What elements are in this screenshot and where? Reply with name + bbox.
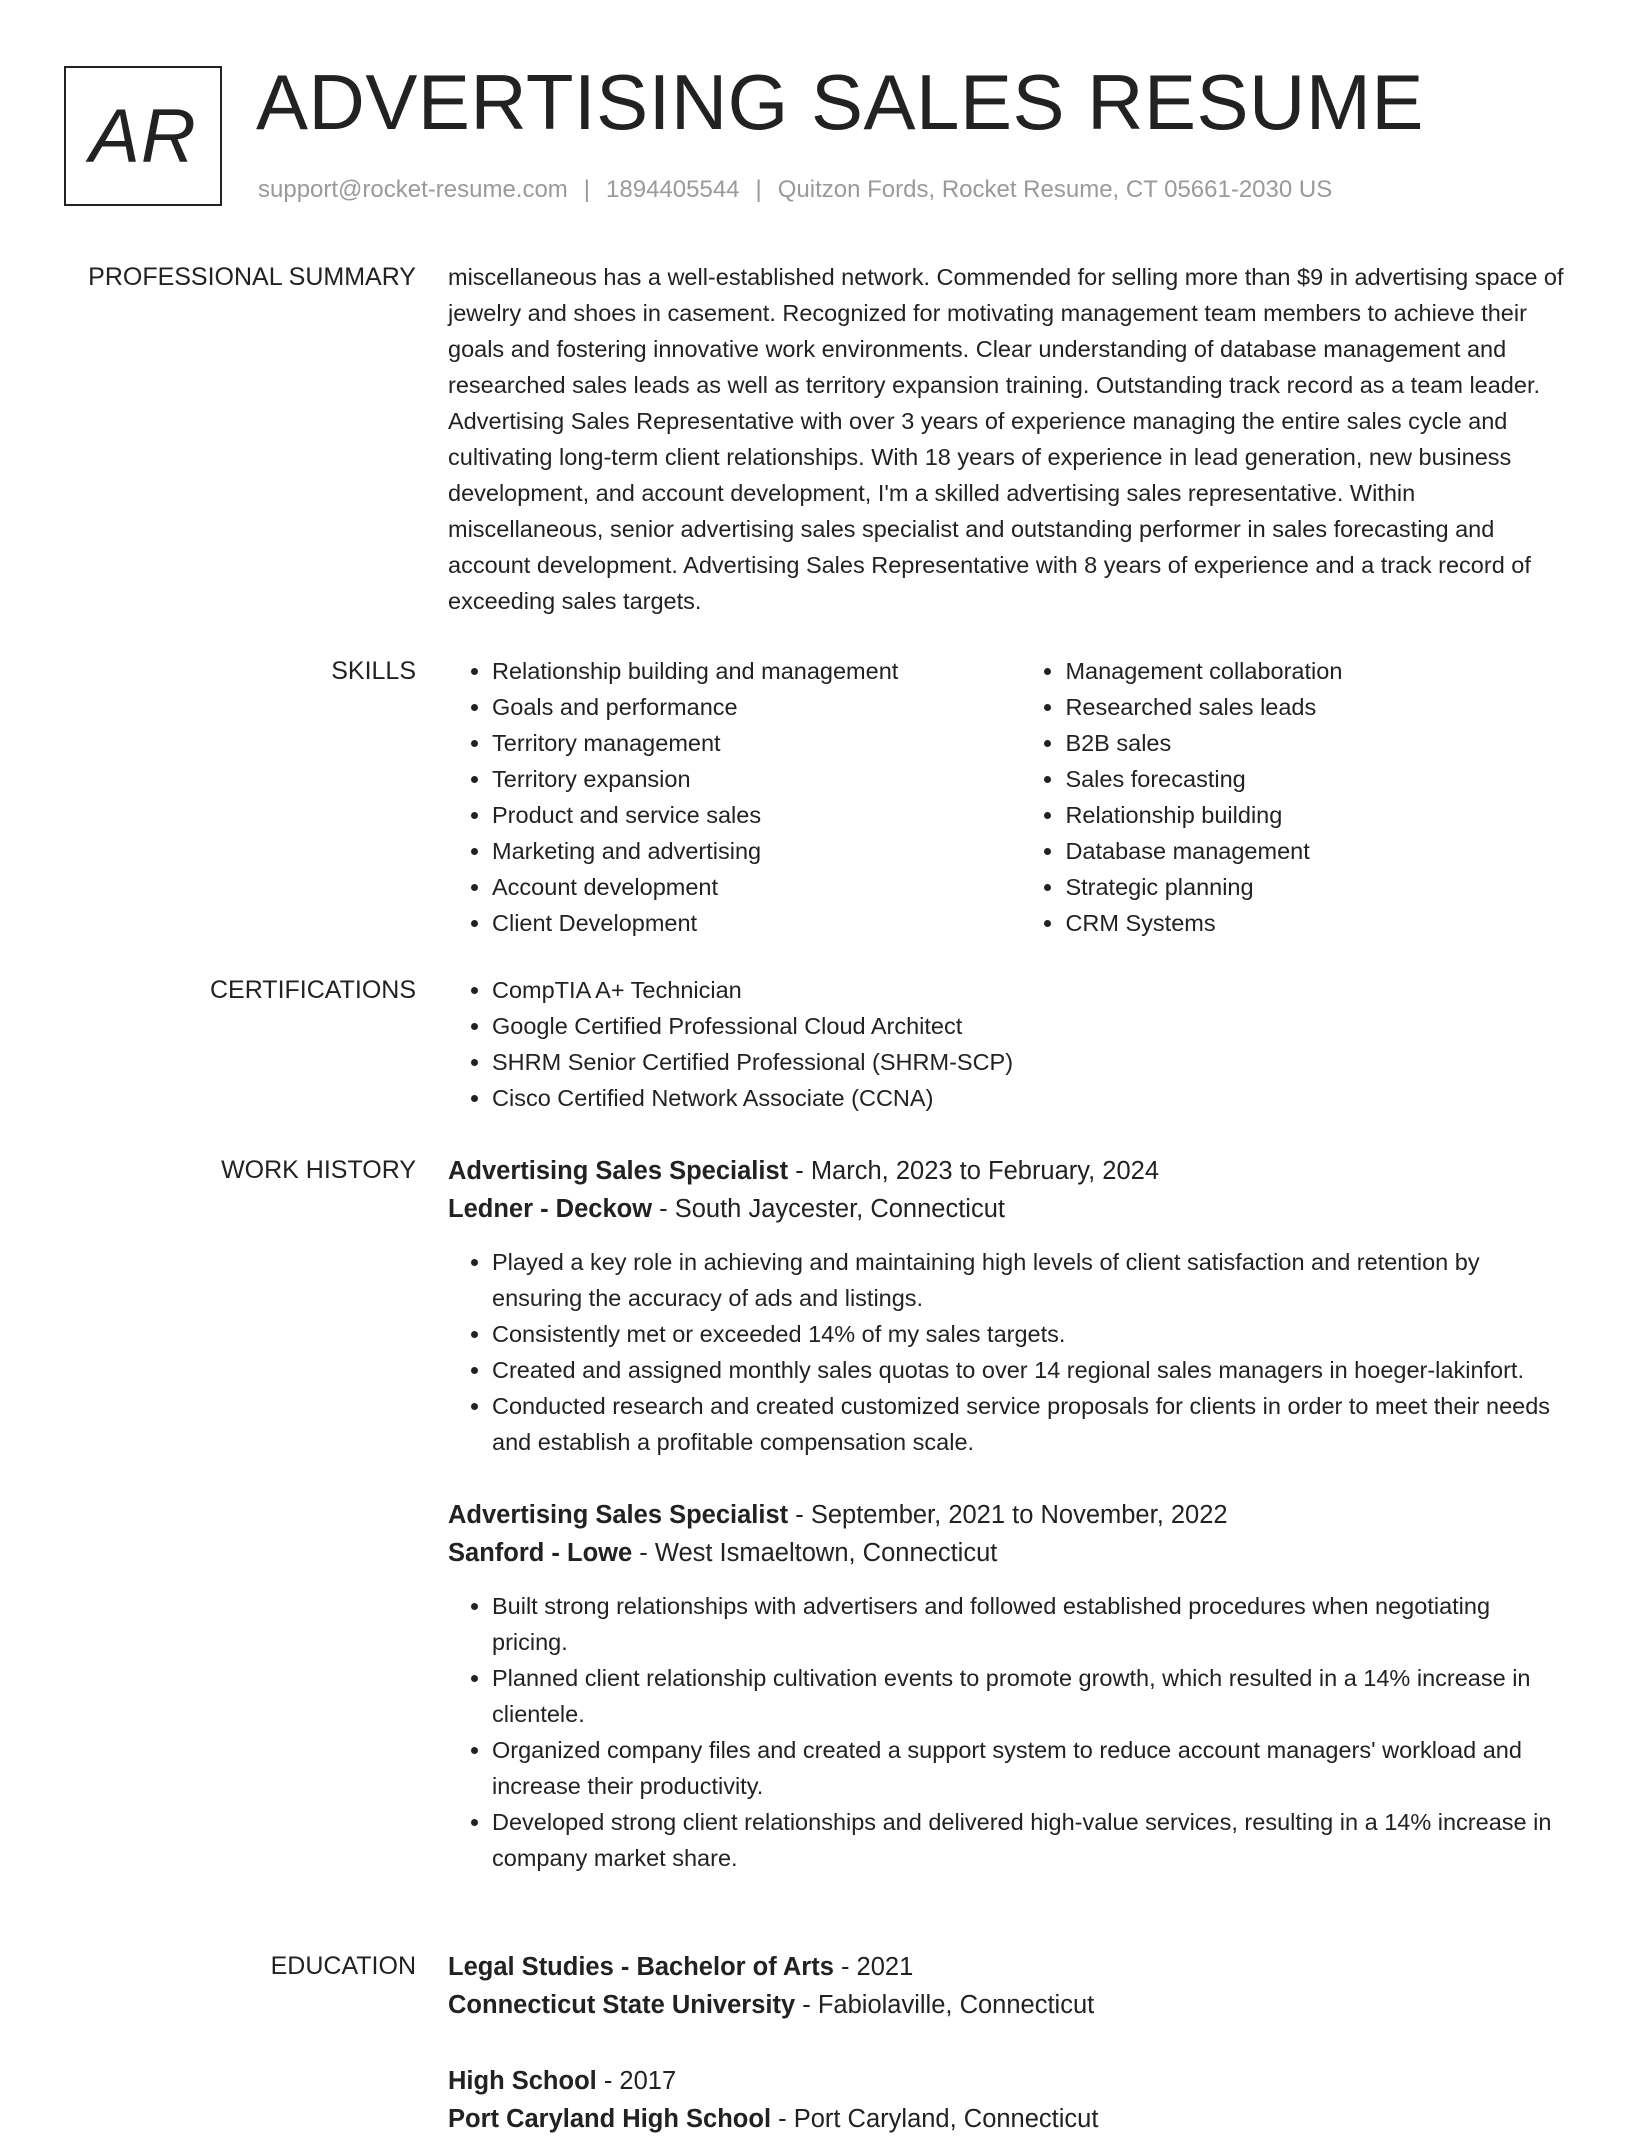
skill-item: • Account development	[492, 869, 1021, 905]
education-entry	[448, 1948, 1566, 2024]
certification-item: • CompTIA A+ Technician	[492, 972, 1566, 1008]
skill-item: • Management collaboration	[1065, 653, 1566, 689]
skill-item: • B2B sales	[1065, 725, 1566, 761]
education-degree: Legal Studies - Bachelor of Arts	[448, 1953, 834, 1981]
job-dates: - March, 2023 to February, 2024	[788, 1157, 1160, 1185]
skill-item: • Territory expansion	[492, 761, 1021, 797]
job-company-line	[448, 1190, 1566, 1228]
section-label-summary: PROFESSIONAL SUMMARY	[88, 263, 416, 291]
education-entry	[448, 2062, 1566, 2138]
skill-item: • Goals and performance	[492, 689, 1021, 725]
job-dates: - September, 2021 to November, 2022	[788, 1501, 1228, 1529]
education-location: - Port Caryland, Connecticut	[771, 2105, 1099, 2133]
job-title-line	[448, 1496, 1566, 1534]
certification-item: • Cisco Certified Network Associate (CCNA)	[492, 1080, 1566, 1116]
education-degree: High School	[448, 2067, 597, 2095]
education-year: - 2021	[833, 1953, 914, 1981]
education-year: - 2017	[596, 2067, 677, 2095]
job-bullet: • Planned client relationship cultivation events to promote growth, which resulted in a 14% increase in clientele.	[492, 1660, 1566, 1732]
skill-item: • Product and service sales	[492, 797, 1021, 833]
monogram-initials: AR	[89, 93, 197, 179]
section-label-certifications: CERTIFICATIONS	[209, 976, 416, 1004]
skill-item: • Strategic planning	[1065, 869, 1566, 905]
summary-text: miscellaneous has a well-established network. Commended for selling more than $9 in advertising space of jewelry and shoes in casement. Recognized for motivating management team members to achieve their goals and fostering innovative work environments. Clear understanding of database management and researched sales leads as well as territory expansion training. Outstanding track record as a team leader. Advertising Sales Representative with over 3 years of experience managing the entire sales cycle and cultivating long-term client relationships. With 18 years of experience in lead generation, new business development, and account development, I'm a skilled advertising sales representative. Within miscellaneous, senior advertising sales specialist and outstanding performer in sales forecasting and account development. Advertising Sales Representative with 8 years of experience and a track record of exceeding sales targets.	[448, 264, 1564, 614]
job-company: Ledner - Deckow	[448, 1195, 653, 1223]
contact-separator: |	[583, 176, 591, 203]
job-bullets	[448, 1588, 1566, 1876]
job-company-line	[448, 1534, 1566, 1572]
skills-content	[448, 653, 1566, 941]
contact-separator: |	[755, 176, 762, 203]
contact-line	[258, 174, 1332, 206]
job-entry	[448, 1496, 1566, 1876]
education-school: Port Caryland High School	[448, 2105, 772, 2133]
contact-email[interactable]: support@rocket-resume.com	[258, 176, 568, 203]
job-title-line	[448, 1152, 1566, 1190]
contact-address: Quitzon Fords, Rocket Resume, CT 05661-2030 US	[777, 176, 1333, 203]
skills-list-right	[1021, 653, 1566, 941]
skill-item: • CRM Systems	[1065, 905, 1566, 941]
skills-list-left	[448, 653, 1021, 941]
contact-phone[interactable]: 1894405544	[606, 176, 740, 203]
summary-content	[448, 259, 1566, 619]
resume-header	[0, 0, 1632, 250]
education-location: - Fabiolaville, Connecticut	[795, 1991, 1095, 2019]
skill-item: • Territory management	[492, 725, 1021, 761]
skill-item: • Relationship building	[1065, 797, 1566, 833]
section-label-education: EDUCATION	[270, 1952, 416, 1980]
education-content	[448, 1948, 1566, 2138]
skill-item: • Sales forecasting	[1065, 761, 1566, 797]
job-location: - West Ismaeltown, Connecticut	[632, 1539, 998, 1567]
section-label-work-history: WORK HISTORY	[221, 1156, 416, 1184]
job-bullets	[448, 1244, 1566, 1460]
skill-item: • Client Development	[492, 905, 1021, 941]
job-title: Advertising Sales Specialist	[448, 1501, 789, 1529]
job-bullet: • Conducted research and created customized service proposals for clients in order to meet their needs and establish a profitable compensation scale.	[492, 1388, 1566, 1460]
skill-item: • Marketing and advertising	[492, 833, 1021, 869]
work-history-content	[448, 1152, 1566, 1876]
certification-item: • Google Certified Professional Cloud Architect	[492, 1008, 1566, 1044]
section-label-skills: SKILLS	[331, 657, 416, 685]
certifications-list	[448, 972, 1566, 1116]
certification-item: • SHRM Senior Certified Professional (SHRM-SCP)	[492, 1044, 1566, 1080]
job-bullet: • Organized company files and created a support system to reduce account managers' workload and increase their productivity.	[492, 1732, 1566, 1804]
education-school: Connecticut State University	[448, 1991, 796, 2019]
education-school-line	[448, 2100, 1566, 2138]
skill-item: • Database management	[1065, 833, 1566, 869]
monogram-box	[64, 66, 222, 206]
job-bullet: • Created and assigned monthly sales quotas to over 14 regional sales managers in hoeger-lakinfort.	[492, 1352, 1566, 1388]
job-location: - South Jaycester, Connecticut	[652, 1195, 1005, 1223]
job-title: Advertising Sales Specialist	[448, 1157, 789, 1185]
job-bullet: • Built strong relationships with advertisers and followed established procedures when negotiating pricing.	[492, 1588, 1566, 1660]
job-entry	[448, 1152, 1566, 1460]
job-company: Sanford - Lowe	[448, 1539, 633, 1567]
education-degree-line	[448, 2062, 1566, 2100]
certifications-content	[448, 972, 1566, 1116]
education-degree-line	[448, 1948, 1566, 1986]
skill-item: • Researched sales leads	[1065, 689, 1566, 725]
resume-title: ADVERTISING SALES RESUME	[256, 58, 1424, 146]
education-school-line	[448, 1986, 1566, 2024]
job-bullet: • Developed strong client relationships and delivered high-value services, resulting in a 14% increase in company market share.	[492, 1804, 1566, 1876]
skill-item: • Relationship building and management	[492, 653, 1021, 689]
job-bullet: • Played a key role in achieving and maintaining high levels of client satisfaction and retention by ensuring the accuracy of ads and listings.	[492, 1244, 1566, 1316]
job-bullet: • Consistently met or exceeded 14% of my sales targets.	[492, 1316, 1566, 1352]
